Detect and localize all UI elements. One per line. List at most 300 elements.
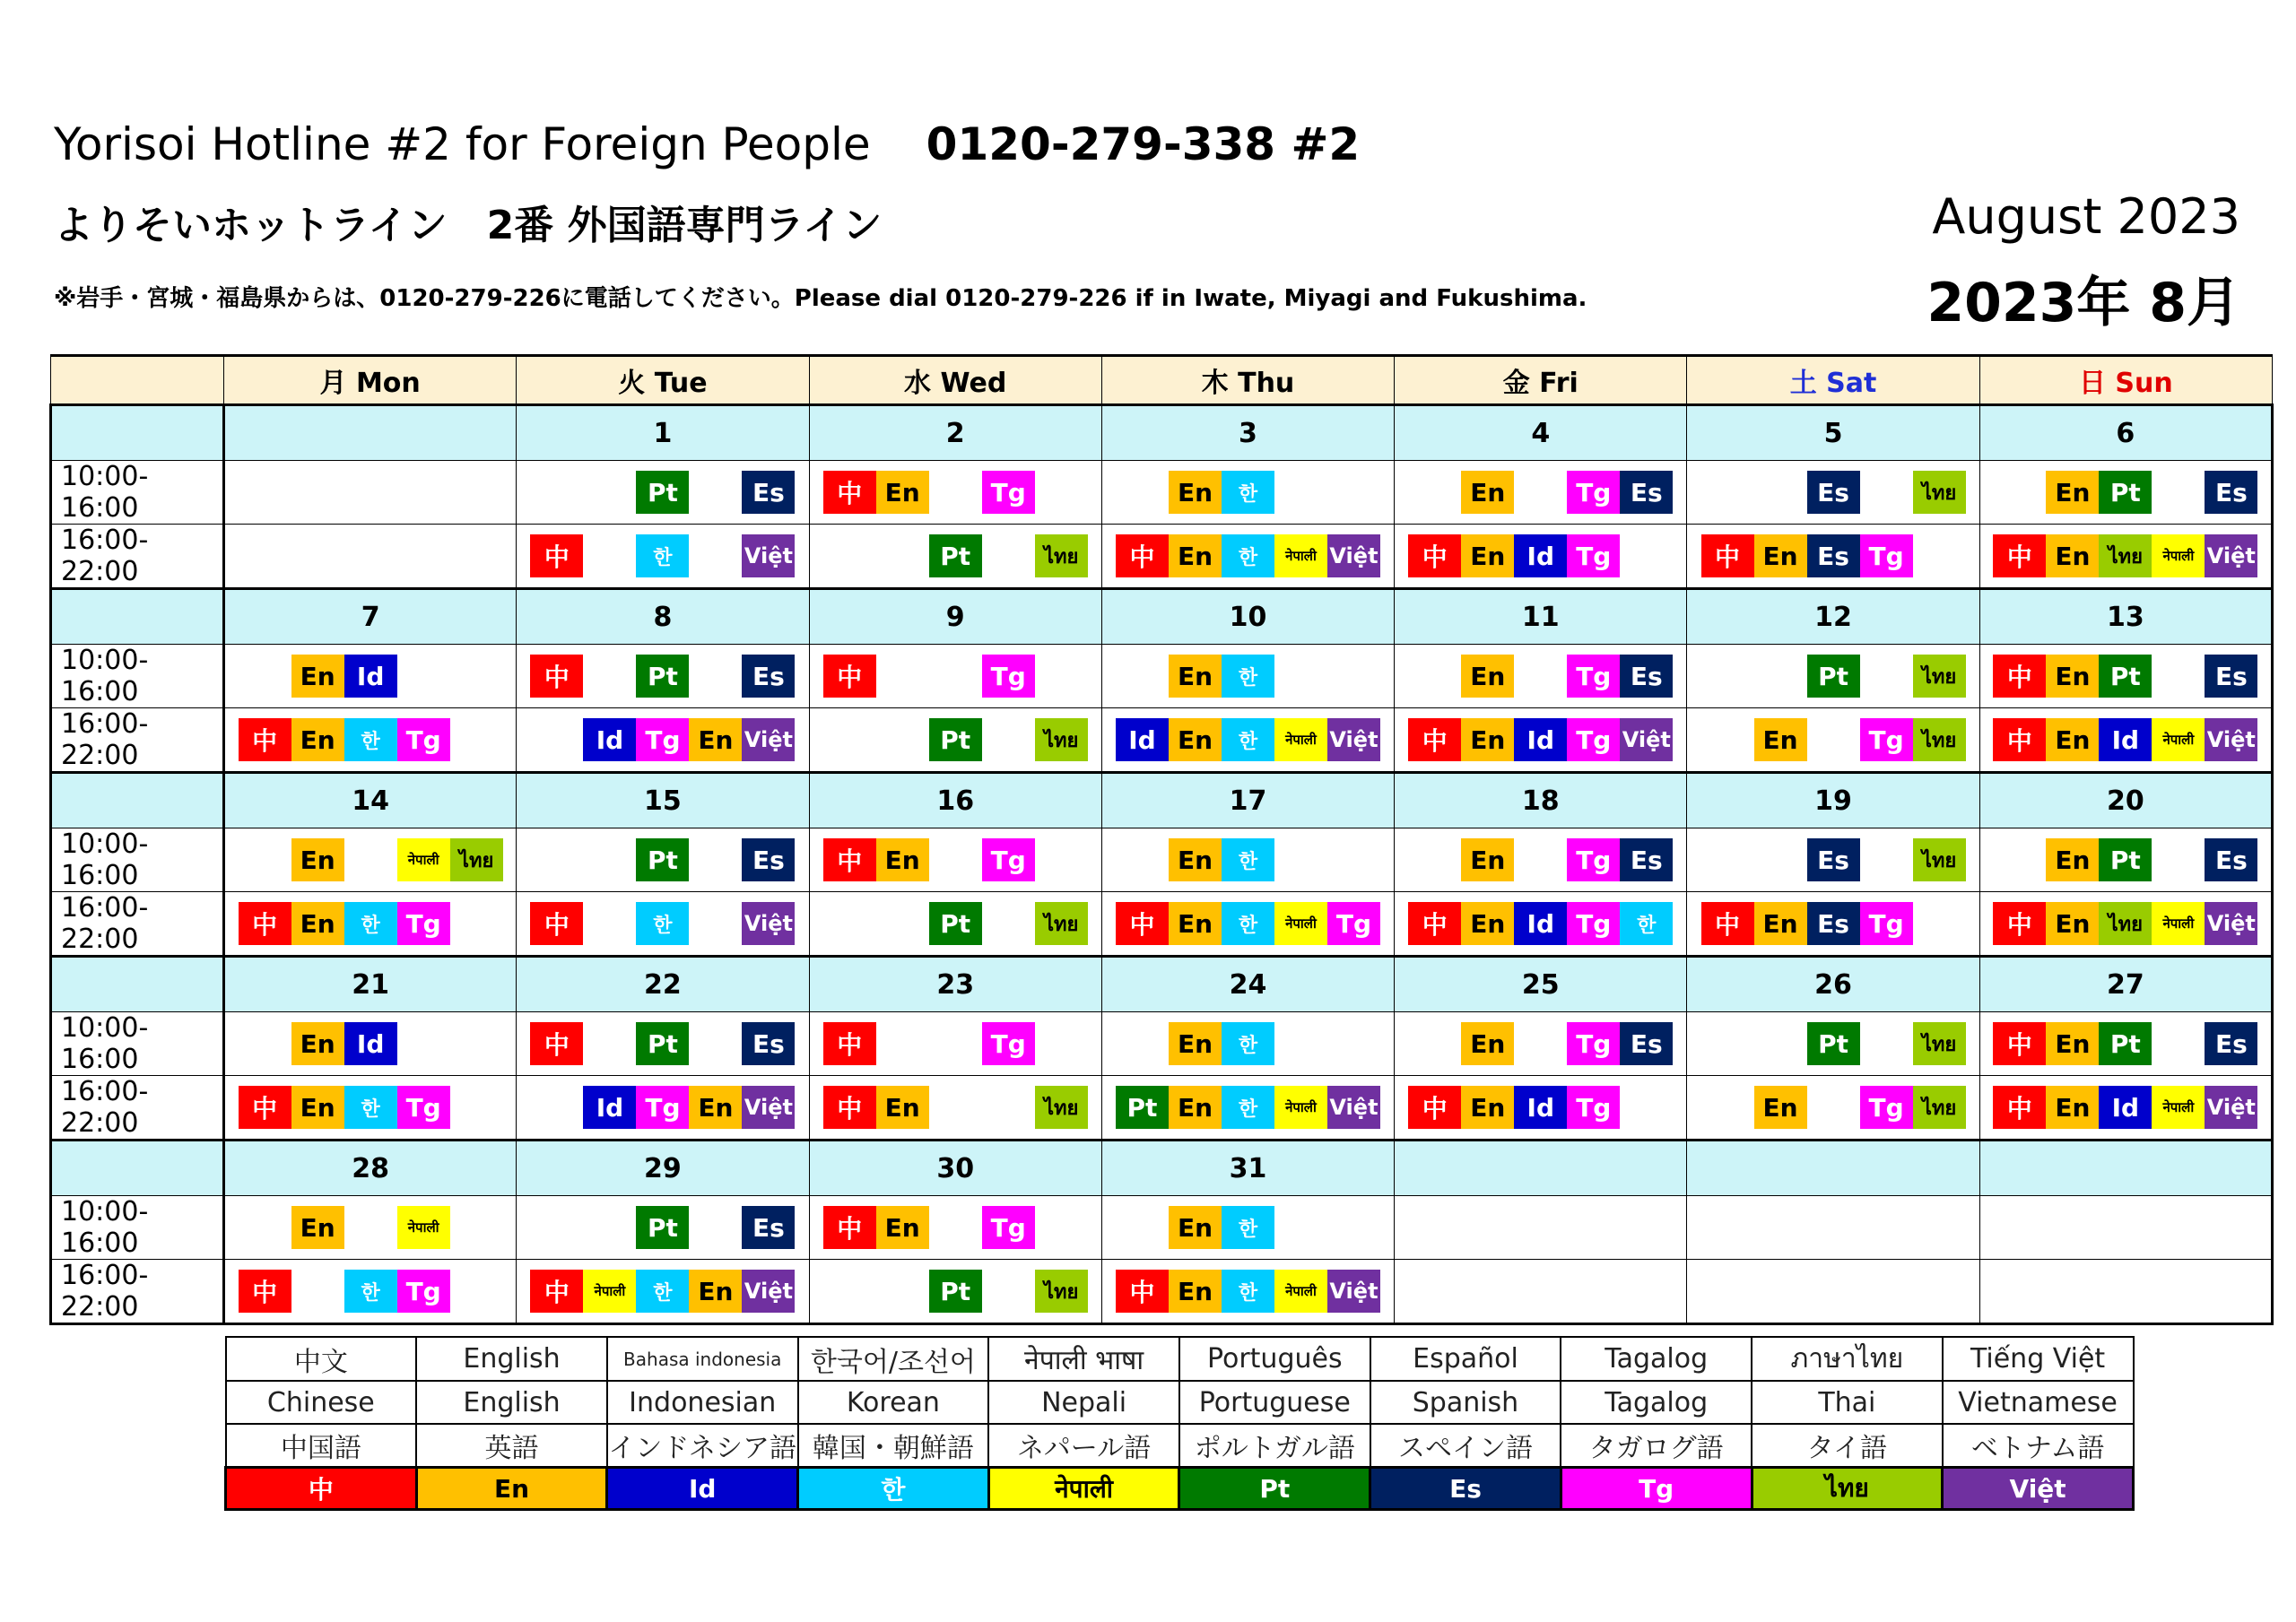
time-slot-label: 16:00-22:00 bbox=[51, 708, 224, 773]
language-badge-zh: 中 bbox=[1993, 718, 2046, 761]
time-slot-label: 10:00-16:00 bbox=[51, 1196, 224, 1260]
legend-badge-row bbox=[226, 1468, 2134, 1510]
language-badge-en: En bbox=[291, 902, 344, 945]
language-badge-th: ไทย bbox=[1913, 1022, 1966, 1065]
day-number: 5 bbox=[1687, 405, 1979, 461]
schedule-cell bbox=[1101, 1012, 1394, 1076]
schedule-cell bbox=[224, 828, 517, 892]
schedule-calendar bbox=[49, 354, 2274, 1325]
schedule-cell bbox=[1687, 1196, 1979, 1260]
language-badge-tg: Tg bbox=[1567, 655, 1620, 698]
language-badge-ko: 한 bbox=[344, 718, 397, 761]
language-badge-en: En bbox=[1461, 534, 1514, 577]
schedule-cell bbox=[1101, 1260, 1394, 1324]
schedule-cell bbox=[1979, 892, 2272, 957]
language-badge-ne: नेपाली bbox=[1274, 1086, 1327, 1129]
schedule-cell bbox=[1687, 525, 1979, 589]
schedule-cell bbox=[517, 708, 809, 773]
day-number: 8 bbox=[517, 589, 809, 645]
day-number: 14 bbox=[224, 773, 517, 828]
time-slot-label: 10:00-16:00 bbox=[51, 1012, 224, 1076]
language-badge-zh: 中 bbox=[239, 1086, 291, 1129]
time-slot-row bbox=[51, 525, 2273, 589]
schedule-cell bbox=[224, 461, 517, 525]
language-badge-zh: 中 bbox=[1408, 718, 1461, 761]
legend-badge-vi: Việt bbox=[1943, 1468, 2134, 1510]
language-badge-ko: 한 bbox=[1222, 1022, 1274, 1065]
schedule-cell bbox=[224, 892, 517, 957]
language-badge-tg: Tg bbox=[982, 471, 1035, 514]
language-badge-zh: 中 bbox=[530, 1022, 583, 1065]
language-badge-th: ไทย bbox=[1913, 655, 1966, 698]
language-badge-zh: 中 bbox=[1116, 902, 1169, 945]
language-badge-id: Id bbox=[583, 718, 636, 761]
language-badge-pt: Pt bbox=[636, 1022, 689, 1065]
language-badge-th: ไทย bbox=[1035, 1270, 1088, 1313]
legend-english: Indonesian bbox=[607, 1381, 798, 1424]
schedule-cell bbox=[1687, 461, 1979, 525]
schedule-cell bbox=[1979, 708, 2272, 773]
weekday-wed: 水 Wed bbox=[809, 356, 1101, 405]
schedule-cell bbox=[1395, 645, 1687, 708]
date-row bbox=[51, 1141, 2273, 1196]
language-badge-ko: 한 bbox=[636, 1270, 689, 1313]
weekday-sat: 土 Sat bbox=[1687, 356, 1979, 405]
language-badge-id: Id bbox=[2099, 718, 2152, 761]
language-badge-tg: Tg bbox=[982, 838, 1035, 881]
day-number: 16 bbox=[809, 773, 1101, 828]
language-badge-en: En bbox=[291, 718, 344, 761]
language-badge-pt: Pt bbox=[929, 1270, 982, 1313]
schedule-cell bbox=[1687, 1260, 1979, 1324]
legend-english: Vietnamese bbox=[1943, 1381, 2134, 1424]
schedule-cell bbox=[1395, 708, 1687, 773]
legend-japanese: タガログ語 bbox=[1561, 1424, 1752, 1468]
schedule-cell bbox=[1395, 1260, 1687, 1324]
language-badge-ko: 한 bbox=[1222, 838, 1274, 881]
language-badge-ko: 한 bbox=[636, 534, 689, 577]
schedule-cell bbox=[517, 525, 809, 589]
language-badge-pt: Pt bbox=[1116, 1086, 1169, 1129]
language-badge-en: En bbox=[291, 1022, 344, 1065]
language-badge-en: En bbox=[2046, 1086, 2099, 1129]
schedule-cell bbox=[1687, 1012, 1979, 1076]
legend-native: ภาษาไทย bbox=[1752, 1337, 1943, 1381]
day-number bbox=[224, 405, 517, 461]
month-en: August 2023 bbox=[1932, 188, 2240, 245]
language-badge-es: Es bbox=[742, 471, 795, 514]
title-ja: よりそいホットライン 2番 外国語専門ライン bbox=[54, 203, 883, 248]
legend-japanese: インドネシア語 bbox=[607, 1424, 798, 1468]
language-badge-en: En bbox=[1461, 718, 1514, 761]
language-badge-ko: 한 bbox=[1620, 902, 1673, 945]
legend-badge-ne: नेपाली bbox=[988, 1468, 1179, 1510]
schedule-cell bbox=[809, 525, 1101, 589]
schedule-cell bbox=[1979, 645, 2272, 708]
language-badge-zh: 中 bbox=[1116, 1270, 1169, 1313]
language-badge-es: Es bbox=[2205, 655, 2257, 698]
time-slot-row bbox=[51, 461, 2273, 525]
language-badge-ko: 한 bbox=[344, 1270, 397, 1313]
language-badge-vi: Việt bbox=[742, 902, 795, 945]
language-badge-tg: Tg bbox=[982, 655, 1035, 698]
legend-japanese-row bbox=[226, 1424, 2134, 1468]
day-number: 29 bbox=[517, 1141, 809, 1196]
language-badge-tg: Tg bbox=[1567, 471, 1620, 514]
language-badge-pt: Pt bbox=[929, 718, 982, 761]
schedule-cell bbox=[1101, 1196, 1394, 1260]
language-badge-es: Es bbox=[742, 1022, 795, 1065]
time-slot-label: 16:00-22:00 bbox=[51, 892, 224, 957]
schedule-cell bbox=[1101, 645, 1394, 708]
language-badge-en: En bbox=[689, 1086, 742, 1129]
schedule-cell bbox=[1101, 708, 1394, 773]
phone-number: 0120-279-338 #2 bbox=[926, 118, 1361, 170]
legend-japanese: ネパール語 bbox=[988, 1424, 1179, 1468]
date-row-label bbox=[51, 1141, 224, 1196]
hotline-title bbox=[54, 118, 1360, 170]
time-slot-row bbox=[51, 1012, 2273, 1076]
language-badge-en: En bbox=[1169, 718, 1222, 761]
time-slot-row bbox=[51, 645, 2273, 708]
language-badge-tg: Tg bbox=[397, 718, 450, 761]
language-badge-tg: Tg bbox=[1860, 718, 1913, 761]
language-badge-zh: 中 bbox=[1408, 902, 1461, 945]
language-badge-id: Id bbox=[583, 1086, 636, 1129]
time-slot-label: 10:00-16:00 bbox=[51, 645, 224, 708]
language-badge-en: En bbox=[291, 655, 344, 698]
time-slot-row bbox=[51, 708, 2273, 773]
schedule-cell bbox=[1395, 1076, 1687, 1141]
language-badge-ne: नेपाली bbox=[1274, 1270, 1327, 1313]
language-badge-en: En bbox=[1169, 1086, 1222, 1129]
schedule-cell bbox=[809, 1196, 1101, 1260]
language-badge-en: En bbox=[291, 1086, 344, 1129]
schedule-cell bbox=[517, 1076, 809, 1141]
date-row bbox=[51, 957, 2273, 1012]
language-badge-pt: Pt bbox=[636, 1206, 689, 1249]
schedule-cell bbox=[809, 892, 1101, 957]
legend-native: Tiếng Việt bbox=[1943, 1337, 2134, 1381]
date-row-label bbox=[51, 957, 224, 1012]
language-badge-tg: Tg bbox=[982, 1022, 1035, 1065]
legend-native: English bbox=[416, 1337, 607, 1381]
language-badge-pt: Pt bbox=[1807, 1022, 1860, 1065]
schedule-cell bbox=[1101, 461, 1394, 525]
weekday-header-row bbox=[51, 356, 2273, 405]
language-badge-vi: Việt bbox=[742, 1086, 795, 1129]
day-number: 4 bbox=[1395, 405, 1687, 461]
language-badge-tg: Tg bbox=[397, 1270, 450, 1313]
legend-japanese: 中国語 bbox=[226, 1424, 417, 1468]
language-badge-en: En bbox=[1754, 718, 1807, 761]
language-badge-vi: Việt bbox=[742, 534, 795, 577]
language-badge-vi: Việt bbox=[742, 1270, 795, 1313]
dial-note: ※岩手・宮城・福島県からは、0120-279-226に電話してください。Please dial 0120-279-226 if in Iwate, Miyagi and Fukushima. bbox=[54, 285, 1587, 312]
language-badge-zh: 中 bbox=[530, 655, 583, 698]
language-badge-pt: Pt bbox=[636, 471, 689, 514]
language-badge-ko: 한 bbox=[636, 902, 689, 945]
weekday-fri: 金 Fri bbox=[1395, 356, 1687, 405]
language-badge-id: Id bbox=[2099, 1086, 2152, 1129]
schedule-cell bbox=[1395, 892, 1687, 957]
language-badge-tg: Tg bbox=[1567, 718, 1620, 761]
language-badge-es: Es bbox=[742, 1206, 795, 1249]
language-badge-zh: 中 bbox=[823, 838, 876, 881]
language-badge-ne: नेपाली bbox=[2152, 902, 2205, 945]
schedule-cell bbox=[1395, 525, 1687, 589]
language-badge-en: En bbox=[1461, 655, 1514, 698]
language-badge-th: ไทย bbox=[1035, 1086, 1088, 1129]
day-number bbox=[1395, 1141, 1687, 1196]
language-badge-en: En bbox=[689, 718, 742, 761]
language-badge-en: En bbox=[2046, 1022, 2099, 1065]
language-badge-tg: Tg bbox=[982, 1206, 1035, 1249]
legend-native: Português bbox=[1179, 1337, 1370, 1381]
weekday-thu: 木 Thu bbox=[1101, 356, 1394, 405]
time-slot-row bbox=[51, 1260, 2273, 1324]
language-badge-th: ไทย bbox=[2099, 534, 2152, 577]
day-number: 12 bbox=[1687, 589, 1979, 645]
language-legend bbox=[224, 1336, 2135, 1511]
language-badge-pt: Pt bbox=[2099, 1022, 2152, 1065]
time-slot-label: 10:00-16:00 bbox=[51, 828, 224, 892]
time-slot-label: 16:00-22:00 bbox=[51, 525, 224, 589]
language-badge-ko: 한 bbox=[1222, 534, 1274, 577]
legend-badge-th: ไทย bbox=[1752, 1468, 1943, 1510]
language-badge-es: Es bbox=[2205, 471, 2257, 514]
language-badge-en: En bbox=[2046, 902, 2099, 945]
schedule-cell bbox=[1979, 828, 2272, 892]
language-badge-vi: Việt bbox=[1620, 718, 1673, 761]
language-badge-zh: 中 bbox=[823, 1086, 876, 1129]
legend-english: Nepali bbox=[988, 1381, 1179, 1424]
schedule-cell bbox=[1687, 828, 1979, 892]
language-badge-pt: Pt bbox=[2099, 471, 2152, 514]
language-badge-id: Id bbox=[1514, 718, 1567, 761]
legend-english: Korean bbox=[798, 1381, 989, 1424]
language-badge-zh: 中 bbox=[1993, 1022, 2046, 1065]
language-badge-es: Es bbox=[1620, 471, 1673, 514]
schedule-cell bbox=[1687, 1076, 1979, 1141]
language-badge-tg: Tg bbox=[1567, 1022, 1620, 1065]
language-badge-id: Id bbox=[344, 1022, 397, 1065]
legend-english: Thai bbox=[1752, 1381, 1943, 1424]
date-row bbox=[51, 773, 2273, 828]
language-badge-en: En bbox=[1754, 1086, 1807, 1129]
language-badge-tg: Tg bbox=[397, 902, 450, 945]
language-badge-en: En bbox=[291, 838, 344, 881]
language-badge-vi: Việt bbox=[2205, 902, 2257, 945]
legend-japanese: 英語 bbox=[416, 1424, 607, 1468]
schedule-cell bbox=[224, 1196, 517, 1260]
date-row-label bbox=[51, 773, 224, 828]
language-badge-ne: नेपाली bbox=[583, 1270, 636, 1313]
day-number: 21 bbox=[224, 957, 517, 1012]
time-slot-label: 10:00-16:00 bbox=[51, 461, 224, 525]
language-badge-th: ไทย bbox=[1913, 471, 1966, 514]
language-badge-ne: नेपाली bbox=[1274, 534, 1327, 577]
legend-native-row bbox=[226, 1337, 2134, 1381]
legend-japanese: タイ語 bbox=[1752, 1424, 1943, 1468]
language-badge-zh: 中 bbox=[1701, 902, 1754, 945]
day-number: 11 bbox=[1395, 589, 1687, 645]
language-badge-id: Id bbox=[1514, 1086, 1567, 1129]
language-badge-en: En bbox=[2046, 655, 2099, 698]
time-slot-row bbox=[51, 828, 2273, 892]
language-badge-es: Es bbox=[1807, 534, 1860, 577]
date-row bbox=[51, 405, 2273, 461]
day-number: 23 bbox=[809, 957, 1101, 1012]
schedule-cell bbox=[1101, 892, 1394, 957]
language-badge-en: En bbox=[1461, 471, 1514, 514]
legend-badge-pt: Pt bbox=[1179, 1468, 1370, 1510]
schedule-cell bbox=[224, 1012, 517, 1076]
language-badge-vi: Việt bbox=[2205, 534, 2257, 577]
language-badge-zh: 中 bbox=[823, 655, 876, 698]
language-badge-en: En bbox=[291, 1206, 344, 1249]
language-badge-ko: 한 bbox=[344, 902, 397, 945]
language-badge-en: En bbox=[1461, 838, 1514, 881]
language-badge-es: Es bbox=[2205, 1022, 2257, 1065]
language-badge-tg: Tg bbox=[1567, 1086, 1620, 1129]
day-number: 20 bbox=[1979, 773, 2272, 828]
language-badge-es: Es bbox=[742, 655, 795, 698]
language-badge-ne: नेपाली bbox=[1274, 902, 1327, 945]
language-badge-en: En bbox=[1169, 534, 1222, 577]
day-number: 19 bbox=[1687, 773, 1979, 828]
language-badge-en: En bbox=[1169, 838, 1222, 881]
language-badge-en: En bbox=[876, 471, 929, 514]
language-badge-tg: Tg bbox=[397, 1086, 450, 1129]
day-number bbox=[1687, 1141, 1979, 1196]
schedule-cell bbox=[1979, 1012, 2272, 1076]
legend-native: 中文 bbox=[226, 1337, 417, 1381]
schedule-cell bbox=[1395, 461, 1687, 525]
day-number: 17 bbox=[1101, 773, 1394, 828]
language-badge-es: Es bbox=[1807, 902, 1860, 945]
language-badge-th: ไทย bbox=[1913, 718, 1966, 761]
weekday-tue: 火 Tue bbox=[517, 356, 809, 405]
language-badge-zh: 中 bbox=[1701, 534, 1754, 577]
language-badge-en: En bbox=[1754, 534, 1807, 577]
schedule-cell bbox=[809, 1012, 1101, 1076]
weekday-sun: 日 Sun bbox=[1979, 356, 2272, 405]
day-number bbox=[1979, 1141, 2272, 1196]
legend-english: Tagalog bbox=[1561, 1381, 1752, 1424]
language-badge-pt: Pt bbox=[2099, 655, 2152, 698]
day-number: 1 bbox=[517, 405, 809, 461]
language-badge-pt: Pt bbox=[929, 902, 982, 945]
day-number: 18 bbox=[1395, 773, 1687, 828]
schedule-cell bbox=[1979, 525, 2272, 589]
legend-native: Español bbox=[1370, 1337, 1561, 1381]
schedule-cell bbox=[517, 828, 809, 892]
schedule-cell bbox=[809, 708, 1101, 773]
language-badge-zh: 中 bbox=[1993, 1086, 2046, 1129]
language-badge-zh: 中 bbox=[823, 1022, 876, 1065]
language-badge-es: Es bbox=[1620, 1022, 1673, 1065]
language-badge-zh: 中 bbox=[530, 534, 583, 577]
language-badge-ne: नेपाली bbox=[1274, 718, 1327, 761]
language-badge-ko: 한 bbox=[1222, 718, 1274, 761]
language-badge-es: Es bbox=[1620, 838, 1673, 881]
language-badge-th: ไทย bbox=[1035, 718, 1088, 761]
schedule-cell bbox=[224, 645, 517, 708]
legend-english: Portuguese bbox=[1179, 1381, 1370, 1424]
language-badge-tg: Tg bbox=[1567, 902, 1620, 945]
legend-badge-en: En bbox=[416, 1468, 607, 1510]
language-badge-en: En bbox=[1169, 1206, 1222, 1249]
day-number: 26 bbox=[1687, 957, 1979, 1012]
schedule-cell bbox=[1687, 645, 1979, 708]
legend-badge-id: Id bbox=[607, 1468, 798, 1510]
language-badge-zh: 中 bbox=[1993, 534, 2046, 577]
language-badge-vi: Việt bbox=[2205, 1086, 2257, 1129]
schedule-cell bbox=[224, 1260, 517, 1324]
time-slot-label: 16:00-22:00 bbox=[51, 1076, 224, 1141]
language-badge-tg: Tg bbox=[1860, 534, 1913, 577]
language-badge-ko: 한 bbox=[1222, 1270, 1274, 1313]
day-number: 31 bbox=[1101, 1141, 1394, 1196]
language-badge-en: En bbox=[1461, 1022, 1514, 1065]
schedule-cell bbox=[517, 1196, 809, 1260]
language-badge-zh: 中 bbox=[239, 1270, 291, 1313]
language-badge-en: En bbox=[1754, 902, 1807, 945]
language-badge-id: Id bbox=[1116, 718, 1169, 761]
language-badge-en: En bbox=[2046, 718, 2099, 761]
language-badge-zh: 中 bbox=[1408, 1086, 1461, 1129]
legend-badge-es: Es bbox=[1370, 1468, 1561, 1510]
schedule-cell bbox=[1395, 828, 1687, 892]
time-slot-label: 16:00-22:00 bbox=[51, 1260, 224, 1324]
day-number: 15 bbox=[517, 773, 809, 828]
language-badge-es: Es bbox=[1620, 655, 1673, 698]
day-number: 9 bbox=[809, 589, 1101, 645]
day-number: 13 bbox=[1979, 589, 2272, 645]
language-badge-pt: Pt bbox=[929, 534, 982, 577]
language-badge-th: ไทย bbox=[1913, 1086, 1966, 1129]
language-badge-en: En bbox=[1461, 902, 1514, 945]
language-badge-en: En bbox=[2046, 534, 2099, 577]
legend-badge-ko: 한 bbox=[798, 1468, 989, 1510]
schedule-cell bbox=[1101, 1076, 1394, 1141]
language-badge-th: ไทย bbox=[450, 838, 503, 881]
day-number: 3 bbox=[1101, 405, 1394, 461]
schedule-cell bbox=[809, 1260, 1101, 1324]
language-badge-pt: Pt bbox=[2099, 838, 2152, 881]
language-badge-vi: Việt bbox=[1327, 718, 1380, 761]
title-en: Yorisoi Hotline #2 for Foreign People bbox=[54, 118, 871, 170]
legend-japanese: 韓国・朝鮮語 bbox=[798, 1424, 989, 1468]
language-badge-tg: Tg bbox=[1860, 1086, 1913, 1129]
legend-japanese: ポルトガル語 bbox=[1179, 1424, 1370, 1468]
language-badge-th: ไทย bbox=[1035, 534, 1088, 577]
legend-native: Bahasa indonesia bbox=[607, 1337, 798, 1381]
schedule-cell bbox=[809, 461, 1101, 525]
language-badge-zh: 中 bbox=[530, 902, 583, 945]
legend-badge-tg: Tg bbox=[1561, 1468, 1752, 1510]
schedule-cell bbox=[1687, 892, 1979, 957]
language-badge-ko: 한 bbox=[344, 1086, 397, 1129]
language-badge-id: Id bbox=[1514, 534, 1567, 577]
language-badge-zh: 中 bbox=[530, 1270, 583, 1313]
language-badge-ko: 한 bbox=[1222, 1206, 1274, 1249]
language-badge-en: En bbox=[689, 1270, 742, 1313]
language-badge-pt: Pt bbox=[1807, 655, 1860, 698]
language-badge-en: En bbox=[1169, 655, 1222, 698]
schedule-cell bbox=[517, 1012, 809, 1076]
